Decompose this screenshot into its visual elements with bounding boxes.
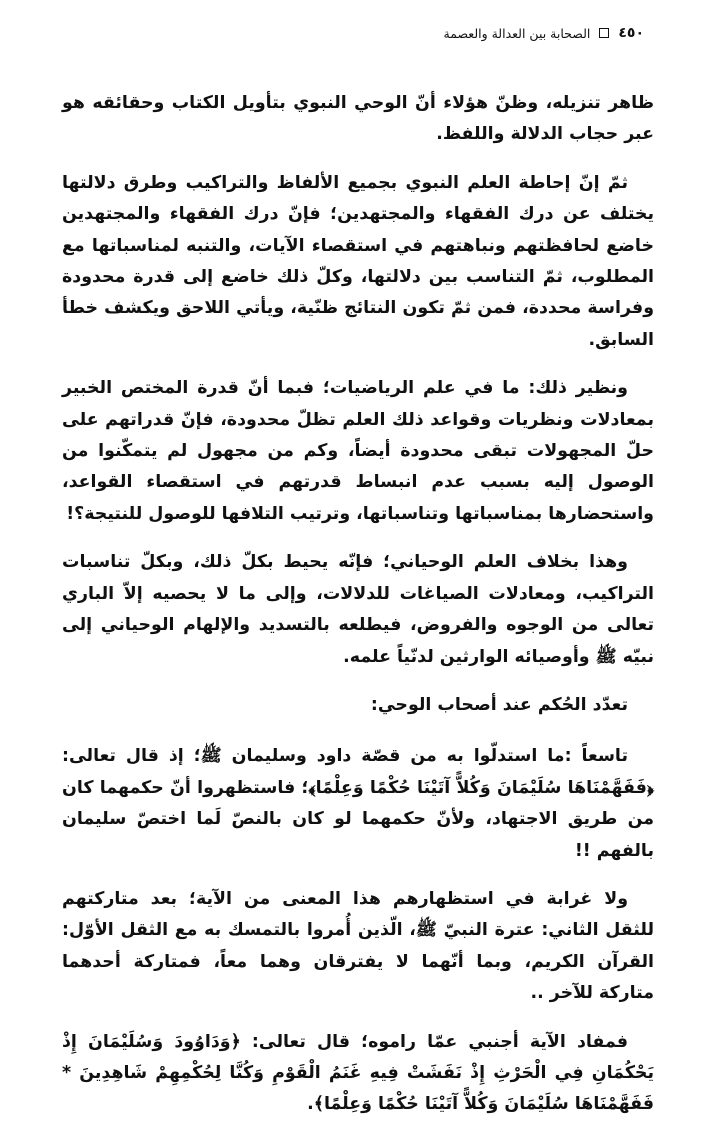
- page-header: [72, 22, 644, 44]
- paragraph-5: تاسعاً :ما استدلّوا به من قصّة داود وسليمان ﷺ؛ إذ قال تعالى:﴿فَفَهَّمْنَاهَا سُلَيْمَانَ وَكُلاًّ آتَيْنَا حُكْمًا وَعِلْمًا﴾؛ فاستظهروا أنّ حكمهما كان من طريق الاجتهاد، ولأنّ حكمهما لو كان بالنصّ لَما اختصّ سليمان بالفهم !!: [62, 746, 654, 861]
- section-heading: تعدّد الحُكم عند أصحاب الوحي:: [370, 694, 628, 715]
- page-number: ٤٥٠: [618, 25, 644, 41]
- paragraph-4: وهذا بخلاف العلم الوحياني؛ فإنّه يحيط بكلّ ذلك، وبكلّ تناسبات التراكيب، ومعادلات الصياغات للدلالات، وإلى ما لا يحصيه إلاّ الباري تعالى من الوجوه والفروض، فيطلعه بالتسديد والإلهام الوحياني إلى نبيّه ﷺ وأوصيائه الوارثين لدنّياً علمه.: [62, 552, 654, 667]
- header-square-icon: [599, 28, 609, 38]
- paragraph-6: ولا غرابة في استظهارهم هذا المعنى من الآية؛ بعد متاركتهم للثقل الثاني: عترة النبيّ ﷺ، الّذين أُمروا بالتمسك به مع الثقل الأوّل: القرآن الكريم، وبما أنّهما لا يفترقان وهما معاً، فمتاركة أحدهما متاركة للآخر ..: [62, 888, 654, 1004]
- page-body: [62, 88, 654, 1115]
- paragraph-3: ونظير ذلك: ما في علم الرياضيات؛ فبما أنّ قدرة المختص الخبير بمعادلات ونظريات وقواعد ذلك العلم تظلّ محدودة، فإنّ قدراتهم على حلّ المجهولات تبقى محدودة أيضاً، وكم من مجهول لم يتمكّنوا من الوصول إليه بسبب عدم انبساط قدرتهم في استقصاء القواعد، واستحضارها بمناسباتها وتناسباتها، وترتيب التلافها للوصول للنتيجة؟!: [62, 378, 654, 524]
- paragraph-7: فمفاد الآية أجنبي عمّا راموه؛ قال تعالى: ﴿وَدَاوُودَ وَسُلَيْمَانَ إِذْ يَحْكُمَانِ فِي الْحَرْثِ إِذْ نَفَشَتْ فِيهِ غَنَمُ الْقَوْمِ وَكُنَّا لِحُكْمِهِمْ شَاهِدِينَ * فَفَهَّمْنَاهَا سُلَيْمَانَ وَكُلاًّ آتَيْنَا حُكْمًا وَعِلْمًا﴾.: [62, 1031, 654, 1115]
- paragraph-1: ظاهر تنزيله، وظنّ هؤلاء أنّ الوحي النبوي بتأويل الكتاب وحقائقه هو عبر حجاب الدلالة واللفظ.: [62, 93, 654, 145]
- running-title: الصحابة بين العدالة والعصمة: [443, 25, 591, 41]
- paragraph-2: ثمّ إنّ إحاطة العلم النبوي بجميع الألفاظ والتراكيب وطرق دلالتها يختلف عن درك الفقهاء والمجتهدين؛ فإنّ درك الفقهاء والمجتهدين خاضع لحافظتهم ونباهتهم في استقصاء الآيات، والتنبه لمناسباتها مع المطلوب، ثمّ التناسب بين دلالتها، وكلّ ذلك خاضع إلى قدرة محدودة وفراسة محددة، فمن ثمّ تكون النتائج ظنّية، ويأتي اللاحق ويكشف خطأ السابق.: [62, 172, 654, 350]
